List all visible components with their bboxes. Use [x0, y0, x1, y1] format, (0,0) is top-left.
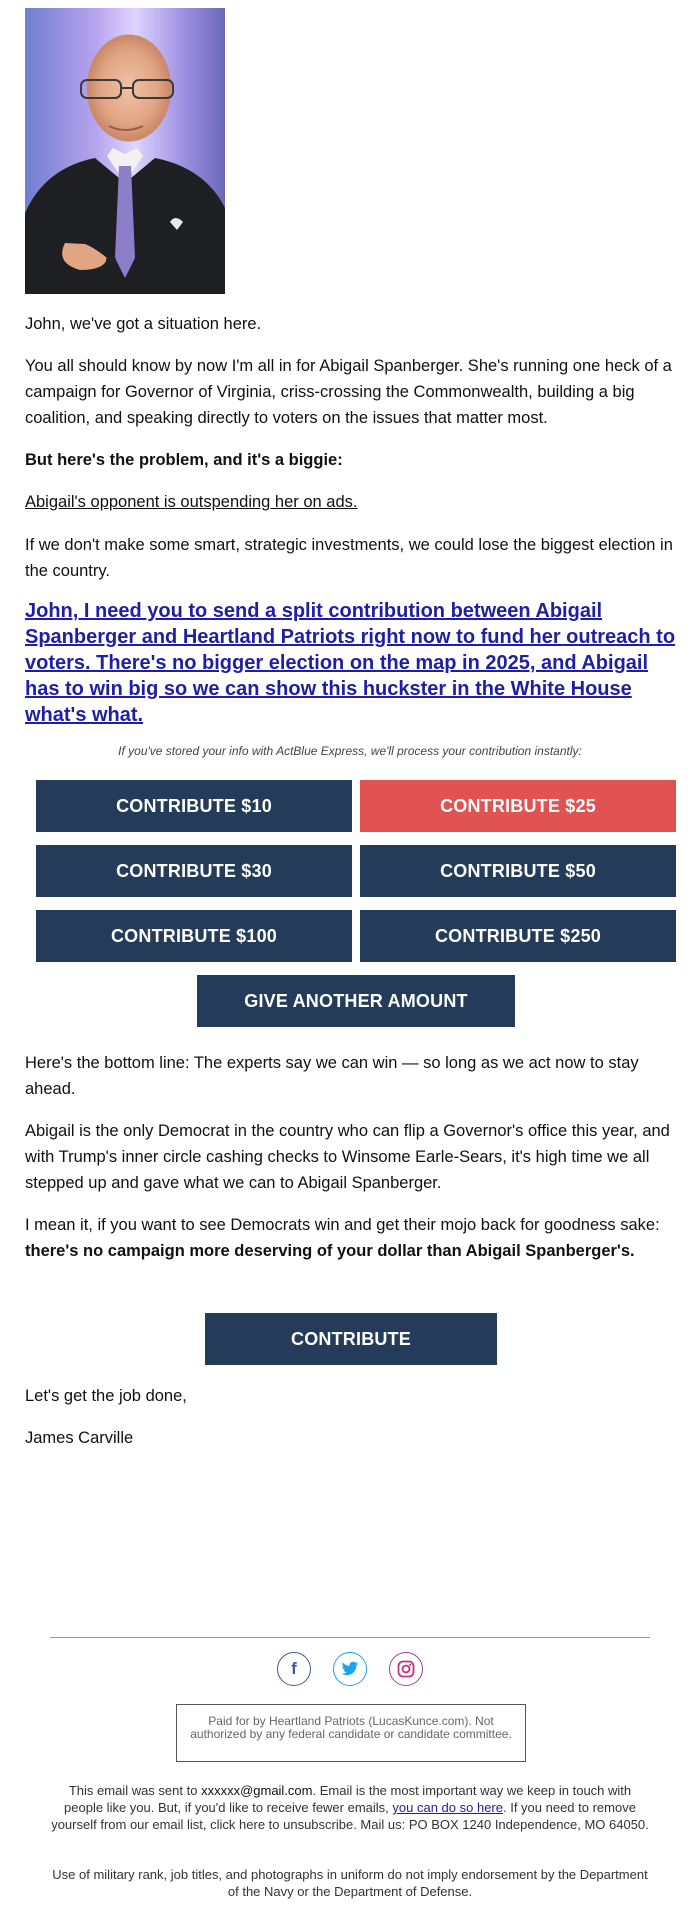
signoff: Let's get the job done, — [25, 1387, 187, 1405]
donate-headline-link[interactable]: John, I need you to send a split contribution between Abigail Spanberger and Heartland Patriots right now to fund her outreach to voters. There's no bigger election on the map in 2025, and Abigail has to win big so we can show this huckster in the White House what's what. — [25, 600, 676, 726]
military-disclaimer: Use of military rank, job titles, and photographs in uniform do not imply endorsement by the Department of the Navy or the Department of Defense. — [52, 1867, 648, 1899]
outspending-line: Abigail's opponent is outspending her on ads. — [25, 493, 358, 511]
email-sent-notice — [50, 1782, 650, 1833]
twitter-icon[interactable] — [333, 1652, 367, 1686]
paid-for-box: Paid for by Heartland Patriots (LucasKunce.com). Not authorized by any federal candidate or candidate committee. — [176, 1704, 526, 1762]
contribute-250-button[interactable]: CONTRIBUTE $250 — [360, 910, 676, 962]
deserving-paragraph — [25, 1212, 680, 1264]
problem-heading: But here's the problem, and it's a biggie: — [25, 451, 343, 469]
give-another-amount-button[interactable]: GIVE ANOTHER AMOUNT — [197, 975, 515, 1027]
contribute-50-button[interactable]: CONTRIBUTE $50 — [360, 845, 676, 897]
intro-paragraph: You all should know by now I'm all in for Abigail Spanberger. She's running one heck of a campaign for Governor of Virginia, criss-crossing the Commonwealth, building a big coalition, and speaking directly to voters on the issues that matter most. — [25, 357, 672, 427]
contribute-button[interactable]: CONTRIBUTE — [205, 1313, 497, 1365]
sent-to-mid: . Email is the most important way we keep in touch with people like you. But, if you'd like to receive fewer emails, — [64, 1783, 632, 1815]
greeting: John, we've got a situation here. — [25, 315, 262, 333]
contribute-25-button[interactable]: CONTRIBUTE $25 — [360, 780, 676, 832]
contribute-30-button[interactable]: CONTRIBUTE $30 — [36, 845, 352, 897]
signature: James Carville — [25, 1429, 134, 1447]
portrait-illustration — [25, 8, 225, 294]
sent-to-pre: This email was sent to — [68, 1783, 202, 1798]
stakes-paragraph: If we don't make some smart, strategic investments, we could lose the biggest election in the country. — [25, 536, 673, 580]
recipient-email: xxxxxx@gmail.com — [201, 1783, 313, 1798]
footer-divider — [50, 1637, 650, 1638]
contribute-100-button[interactable]: CONTRIBUTE $100 — [36, 910, 352, 962]
instagram-icon[interactable] — [389, 1652, 423, 1686]
fewer-emails-link[interactable]: you can do so here — [392, 1800, 503, 1815]
flip-governor-paragraph: Abigail is the only Democrat in the country who can flip a Governor's office this year, and with Trump's inner circle cashing checks to Winsome Earle-Sears, it's high time we all stepped up and gave what we can to Abigail Spanberger. — [25, 1122, 670, 1192]
bottom-line-paragraph: Here's the bottom line: The experts say we can win — so long as we act now to stay ahead. — [25, 1054, 639, 1098]
deserving-lead: I mean it, if you want to see Democrats win and get their mojo back for goodness sake: — [25, 1216, 660, 1234]
facebook-icon[interactable]: f — [277, 1652, 311, 1686]
actblue-express-note: If you've stored your info with ActBlue Express, we'll process your contribution instantly: — [118, 744, 582, 758]
instagram-glyph — [397, 1660, 415, 1678]
twitter-bird — [341, 1661, 359, 1677]
contribute-10-button[interactable]: CONTRIBUTE $10 — [36, 780, 352, 832]
deserving-bold: there's no campaign more deserving of your dollar than Abigail Spanberger's. — [25, 1242, 635, 1260]
james-carville-portrait — [25, 8, 225, 294]
sent-to-post: . If you need to remove yourself from our email list, click here to unsubscribe. Mail us: PO BOX 1240 Independence, MO 64050. — [51, 1800, 649, 1832]
